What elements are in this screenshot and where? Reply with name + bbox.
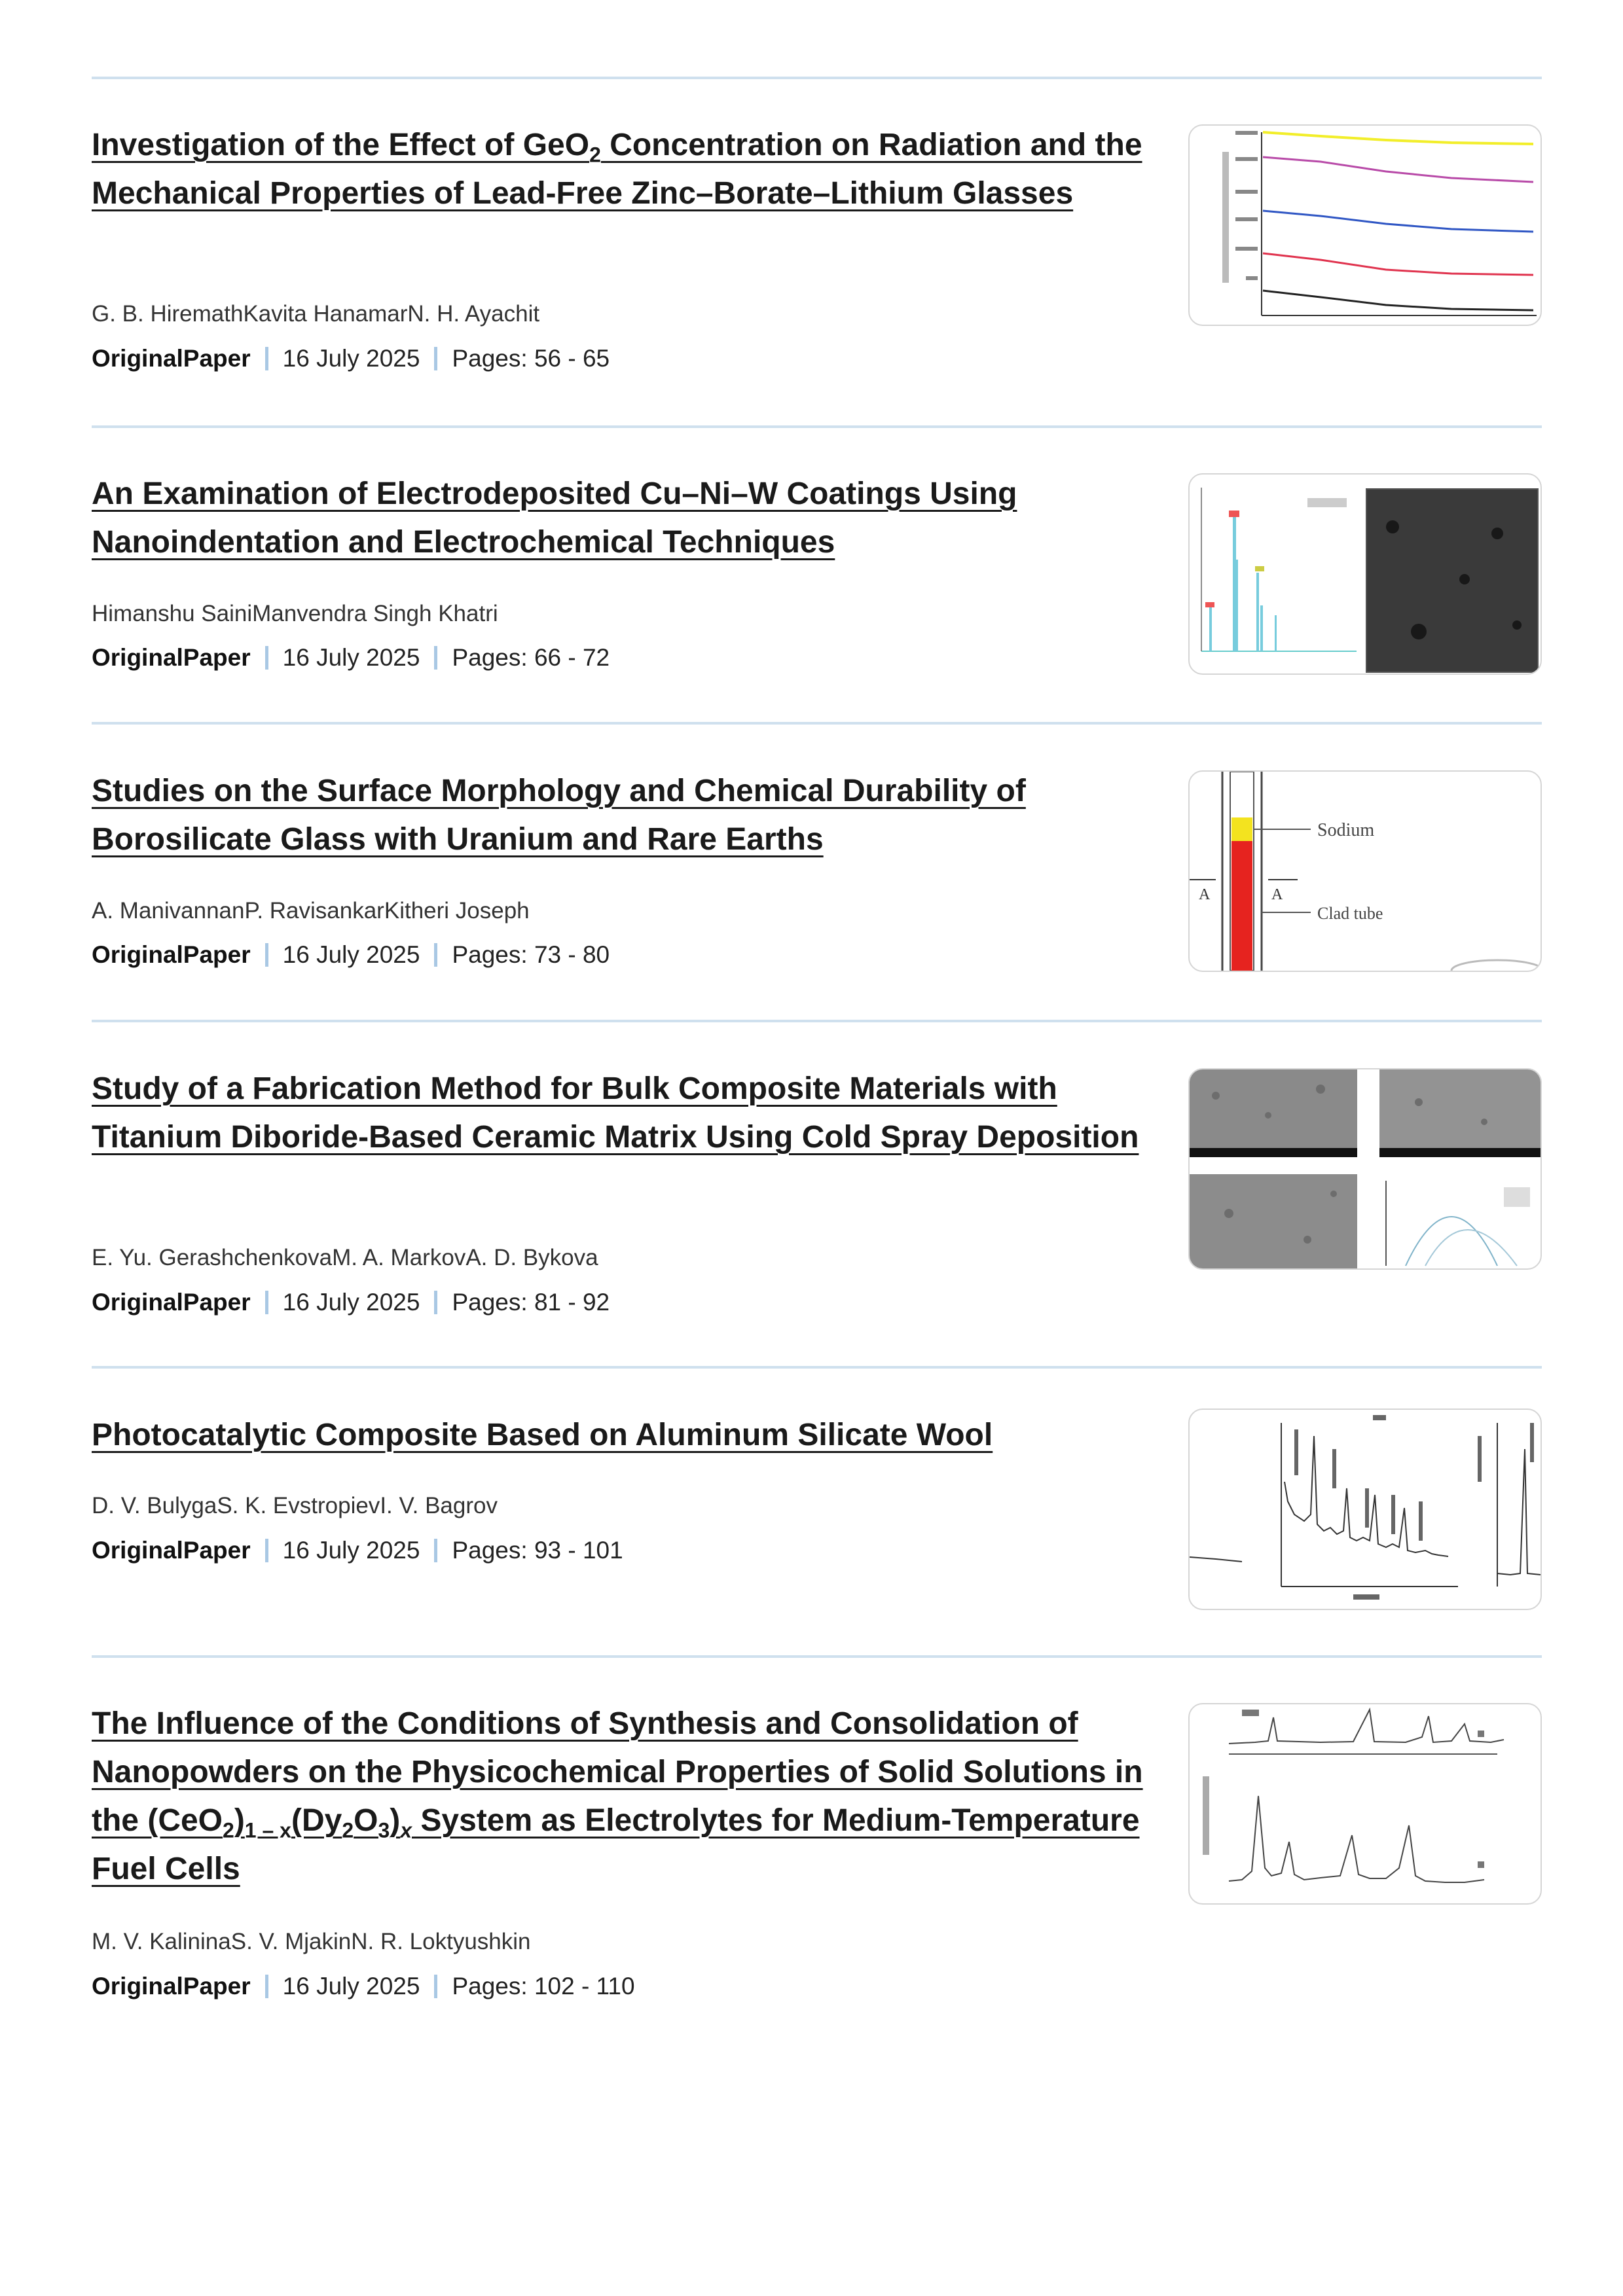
meta-separator — [265, 1291, 268, 1314]
article-title — [92, 767, 1159, 864]
article-type: OriginalPaper — [92, 1537, 251, 1564]
divider — [92, 77, 1542, 79]
article-authors — [92, 1493, 498, 1519]
xrd-pattern-thumbnail[interactable] — [1188, 1408, 1542, 1610]
author-link[interactable]: Kavita Hanamar — [243, 301, 408, 327]
article-authors — [92, 601, 498, 627]
article-title-link[interactable]: Studies on the Surface Morphology and Chemical Durability of Borosilicate Glass with Uranium and Rare Earths — [92, 774, 1026, 857]
meta-separator — [265, 1539, 268, 1562]
author-link[interactable]: Himanshu Saini — [92, 601, 253, 626]
divider — [92, 1020, 1542, 1022]
meta-separator — [265, 347, 268, 370]
article-meta — [92, 1973, 635, 2000]
author-link[interactable]: P. Ravisankar — [244, 898, 384, 924]
author-link[interactable]: N. R. Loktyushkin — [351, 1929, 531, 1954]
article-authors — [92, 898, 530, 924]
diagram-label: A — [1199, 886, 1211, 903]
article-type: OriginalPaper — [92, 941, 251, 968]
article-authors — [92, 301, 539, 327]
article-meta — [92, 941, 610, 969]
article-title — [92, 1065, 1159, 1162]
article-title-link[interactable]: Study of a Fabrication Method for Bulk Composite Materials with Titanium Diboride-Based Ceramic Matrix Using Cold Spray Deposition — [92, 1071, 1139, 1155]
article-type: OriginalPaper — [92, 1973, 251, 2000]
publication-date: 16 July 2025 — [282, 345, 420, 372]
micrograph-grid-thumbnail[interactable] — [1188, 1068, 1542, 1270]
divider — [92, 425, 1542, 428]
meta-separator — [265, 943, 268, 967]
diagram-label: Clad tube — [1317, 904, 1383, 923]
meta-separator — [434, 1539, 437, 1562]
article-authors — [92, 1929, 531, 1955]
diagram-label: Sodium — [1317, 820, 1375, 840]
divider — [92, 1655, 1542, 1658]
article-title-link[interactable]: An Examination of Electrodeposited Cu–Ni–W Coatings Using Nanoindentation and Electrochemical Techniques — [92, 476, 1017, 560]
author-link[interactable]: Manvendra Singh Khatri — [252, 601, 498, 626]
article-title-link[interactable]: Investigation of the Effect of GeO$_2$ Concentration on Radiation and the Mechanical Properties of Lead-Free Zinc–Borate–Lithium Glasses — [92, 128, 1142, 211]
publication-date: 16 July 2025 — [282, 1537, 420, 1564]
line-chart-thumbnail[interactable] — [1188, 124, 1542, 326]
author-link[interactable]: E. Yu. Gerashchenkova — [92, 1245, 333, 1270]
diffraction-peaks-thumbnail[interactable] — [1188, 1703, 1542, 1905]
article-title — [92, 470, 1159, 567]
clad-tube-diagram-thumbnail[interactable] — [1188, 770, 1542, 972]
publication-date: 16 July 2025 — [282, 1289, 420, 1316]
article-type: OriginalPaper — [92, 644, 251, 671]
author-link[interactable]: A. Manivannan — [92, 898, 245, 924]
article-meta — [92, 345, 610, 372]
author-link[interactable]: G. B. Hiremath — [92, 301, 244, 327]
article-authors — [92, 1245, 598, 1271]
meta-separator — [265, 646, 268, 670]
page-range: Pages: 73 - 80 — [452, 941, 610, 968]
page-range: Pages: 102 - 110 — [452, 1973, 635, 2000]
author-link[interactable]: D. V. Bulyga — [92, 1493, 217, 1518]
article-meta — [92, 644, 610, 672]
author-link[interactable]: N. H. Ayachit — [407, 301, 540, 327]
article-title-link[interactable]: The Influence of the Conditions of Synthesis and Consolidation of Nanopowders on the Physicochemical Properties of Solid Solutions in the $(CeO_2)_{1 - x}(Dy_2O_3)_x$ System as Electrolytes for Medium-Temperature Fuel Cells — [92, 1706, 1143, 1886]
author-link[interactable]: M. A. Markov — [332, 1245, 466, 1270]
author-link[interactable]: M. V. Kalinina — [92, 1929, 231, 1954]
article-title-link[interactable]: Photocatalytic Composite Based on Aluminum Silicate Wool — [92, 1418, 993, 1452]
page-range: Pages: 81 - 92 — [452, 1289, 610, 1316]
meta-separator — [265, 1975, 268, 1998]
author-link[interactable]: S. V. Mjakin — [230, 1929, 352, 1954]
meta-separator — [434, 646, 437, 670]
spectrum-micrograph-thumbnail[interactable] — [1188, 473, 1542, 675]
article-type: OriginalPaper — [92, 1289, 251, 1316]
divider — [92, 722, 1542, 725]
page-range: Pages: 56 - 65 — [452, 345, 610, 372]
page-range: Pages: 66 - 72 — [452, 644, 610, 671]
author-link[interactable]: S. K. Evstropiev — [217, 1493, 380, 1518]
author-link[interactable]: I. V. Bagrov — [380, 1493, 498, 1518]
author-link[interactable]: A. D. Bykova — [465, 1245, 598, 1270]
meta-separator — [434, 347, 437, 370]
article-type: OriginalPaper — [92, 345, 251, 372]
article-meta — [92, 1289, 610, 1316]
article-title — [92, 121, 1159, 218]
publication-date: 16 July 2025 — [282, 644, 420, 671]
page-range: Pages: 93 - 101 — [452, 1537, 623, 1564]
article-meta — [92, 1537, 623, 1564]
publication-date: 16 July 2025 — [282, 941, 420, 968]
article-title — [92, 1411, 1159, 1460]
meta-separator — [434, 1975, 437, 1998]
meta-separator — [434, 943, 437, 967]
divider — [92, 1366, 1542, 1369]
article-title — [92, 1700, 1159, 1893]
diagram-label: A — [1271, 886, 1283, 903]
publication-date: 16 July 2025 — [282, 1973, 420, 2000]
author-link[interactable]: Kitheri Joseph — [384, 898, 530, 924]
meta-separator — [434, 1291, 437, 1314]
